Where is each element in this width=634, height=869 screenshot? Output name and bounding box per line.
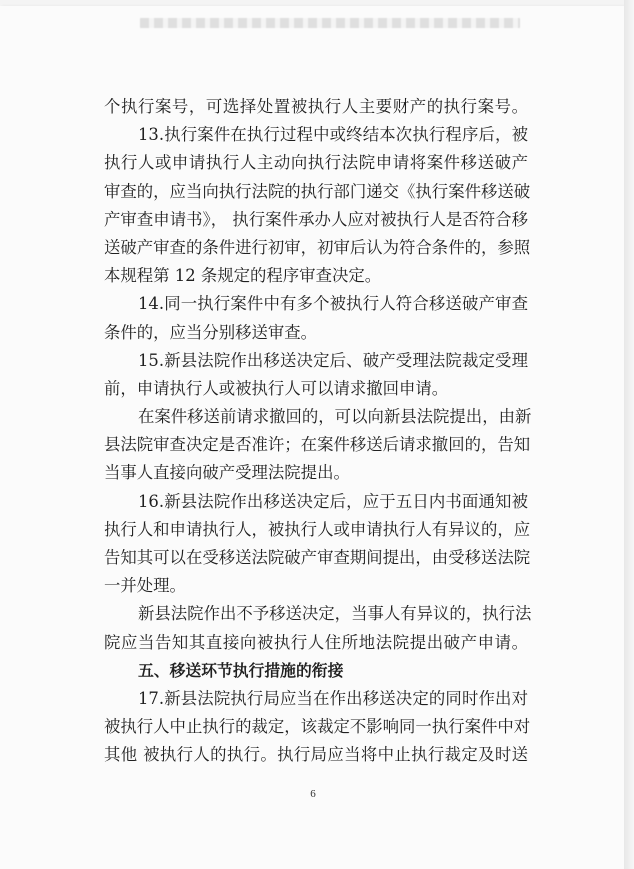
text-line: 在案件移送前请求撤回的，可以向新县法院提出，由新: [138, 407, 532, 427]
text-line: 17.新县法院执行局应当在作出移送决定的同时作出对: [138, 688, 528, 708]
text-line: 本规程第 12 条规定的程序审查决定。: [104, 266, 382, 286]
text-line: 条件的，应当分别移送审查。: [104, 322, 318, 342]
text-line: 前，申请执行人或被执行人可以请求撤回申请。: [104, 378, 449, 398]
section-heading: 五、移送环节执行措施的衔接: [138, 660, 344, 680]
text-line: 县法院审查决定是否准许；在案件移送后请求撤回的，告知: [104, 435, 531, 455]
paper-sheet: [0, 6, 627, 869]
text-line: 14.同一执行案件中有多个被执行人符合移送破产审查: [138, 294, 528, 314]
text-line: 当事人直接向破产受理法院提出。: [104, 463, 350, 483]
bleed-through-header: [140, 18, 520, 28]
text-line: 个执行案号，可选择处置被执行人主要财产的执行案号。: [104, 97, 528, 116]
text-line: 产审查申请书》， 执行案件承办人应对被执行人是否符合移: [104, 209, 528, 229]
text-line: 新县法院作出不予移送决定，当事人有异议的，执行法: [138, 604, 532, 624]
text-line: 告知其可以在受移送法院破产审查期间提出，由受移送法院: [104, 548, 531, 567]
text-line: 15.新县法院作出移送决定后、破产受理法院裁定受理: [138, 350, 528, 370]
page-number: 6: [310, 788, 316, 800]
text-line: 其他 被执行人的执行。执行局应当将中止执行裁定及时送: [104, 745, 528, 765]
text-line: 16.新县法院作出移送决定后，应于五日内书面通知被: [138, 491, 528, 511]
text-line: 被执行人中止执行的裁定，该裁定不影响同一执行案件中对: [104, 717, 531, 737]
scan-edge-shadow: [624, 0, 634, 869]
text-line: 一并处理。: [104, 576, 186, 596]
text-line: 送破产审查的条件进行初审，初审后认为符合条件的，参照: [104, 237, 531, 257]
text-line: 13.执行案件在执行过程中或终结本次执行程序后，被: [138, 125, 528, 145]
text-line: 审查的，应当向执行法院的执行部门递交《执行案件移送破: [104, 181, 531, 201]
text-line: 院应当告知其直接向被执行人住所地法院提出破产申请。: [104, 632, 528, 652]
text-line: 执行人和申请执行人，被执行人或申请执行人有异议的，应: [104, 519, 531, 539]
text-line: 执行人或申请执行人主动向执行法院申请将案件移送破产: [104, 153, 528, 173]
document-body: [104, 93, 532, 770]
